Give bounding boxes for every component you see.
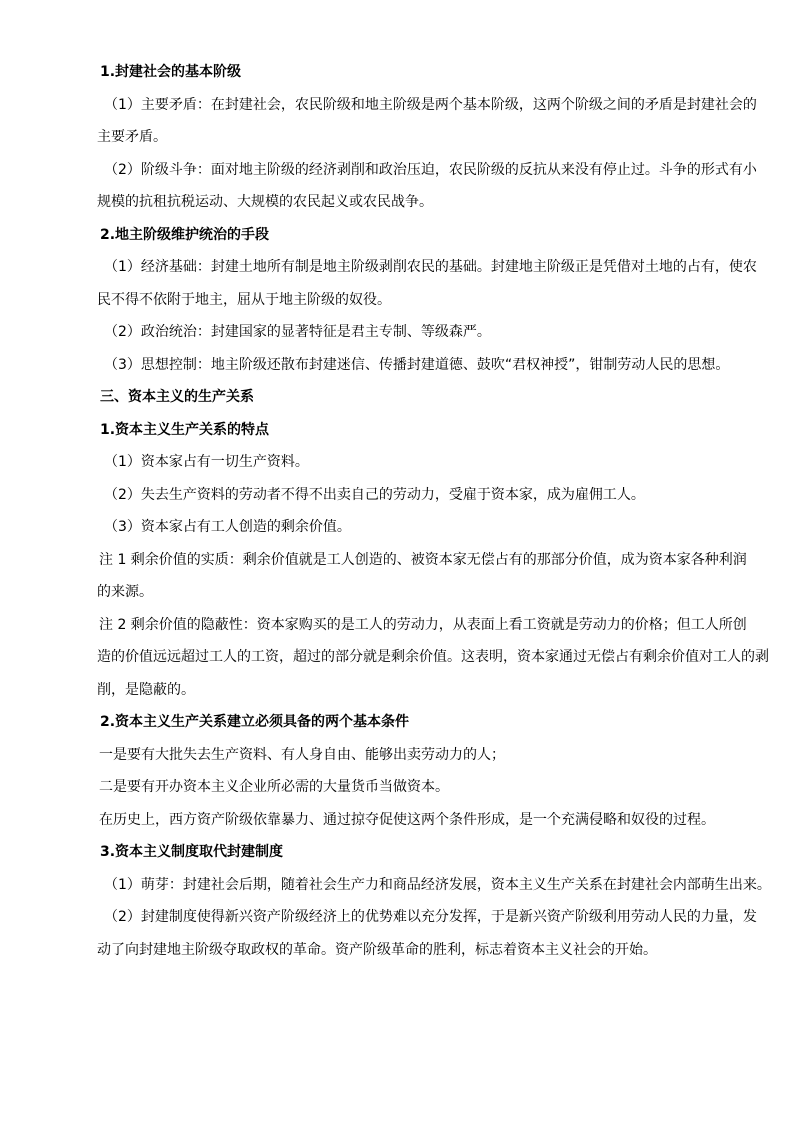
paragraph-line: （1）资本家占有一切生产资料。 xyxy=(104,454,309,470)
paragraph-line: （3）资本家占有工人创造的剩余价值。 xyxy=(104,519,351,535)
paragraph-line: 造的价值远远超过工人的工资，超过的部分就是剩余价值。这表明，资本家通过无偿占有剩余价值对工人的剥 xyxy=(97,649,769,665)
paragraph-line: 注 2 剩余价值的隐蔽性：资本家购买的是工人的劳动力，从表面上看工资就是劳动力的价格；但工人所创 xyxy=(99,616,747,633)
paragraph-line: （2）政治统治：封建国家的显著特征是君主专制、等级森严。 xyxy=(104,324,491,340)
paragraph-line: （2）封建制度使得新兴资产阶级经济上的优势难以充分发挥，于是新兴资产阶级利用劳动人民的力量，发 xyxy=(104,909,757,925)
paragraph-line: 规模的抗租抗税运动、大规模的农民起义或农民战争。 xyxy=(97,194,433,210)
paragraph-line: 动了向封建地主阶级夺取政权的革命。资产阶级革命的胜利，标志着资本主义社会的开始。 xyxy=(97,941,657,958)
paragraph-line: （3）思想控制：地主阶级还散布封建迷信、传播封建道德、鼓吹“君权神授”，钳制劳动人民的思想。 xyxy=(104,356,730,373)
section-heading: 3.资本主义制度取代封建制度 xyxy=(100,844,284,860)
paragraph-line: 主要矛盾。 xyxy=(97,129,167,145)
paragraph-line: 民不得不依附于地主，屈从于地主阶级的奴役。 xyxy=(97,291,391,308)
paragraph-line: （2）失去生产资料的劳动者不得不出卖自己的劳动力，受雇于资本家，成为雇佣工人。 xyxy=(104,486,645,503)
paragraph-line: 削，是隐蔽的。 xyxy=(97,681,195,698)
paragraph-line: 注 1 剩余价值的实质：剩余价值就是工人创造的、被资本家无偿占有的那部分价值，成为资本家各种利润 xyxy=(99,551,747,568)
section-heading: 2.资本主义生产关系建立必须具备的两个基本条件 xyxy=(100,714,410,730)
paragraph-line: 在历史上，西方资产阶级依靠暴力、通过掠夺促使这两个条件形成，是一个充满侵略和奴役的过程。 xyxy=(99,811,715,828)
section-heading: 1.资本主义生产关系的特点 xyxy=(100,421,270,438)
section-heading: 三、资本主义的生产关系 xyxy=(100,389,254,405)
paragraph-line: （1）主要矛盾：在封建社会，农民阶级和地主阶级是两个基本阶级，这两个阶级之间的矛盾是封建社会的 xyxy=(104,96,757,113)
section-heading: 1.封建社会的基本阶级 xyxy=(100,64,242,80)
paragraph-line: 一是要有大批失去生产资料、有人身自由、能够出卖劳动力的人； xyxy=(99,746,505,763)
paragraph-line: 的来源。 xyxy=(97,584,153,600)
document-body xyxy=(97,56,771,966)
section-heading: 2.地主阶级维护统治的手段 xyxy=(100,226,270,243)
paragraph-line: （2）阶级斗争：面对地主阶级的经济剥削和政治压迫，农民阶级的反抗从来没有停止过。斗争的形式有小 xyxy=(104,161,757,178)
paragraph-line: （1）萌芽：封建社会后期，随着社会生产力和商品经济发展，资本主义生产关系在封建社会内部萌生出来。 xyxy=(104,876,771,893)
paragraph-line: 二是要有开办资本主义企业所必需的大量货币当做资本。 xyxy=(99,779,449,795)
paragraph-line: （1）经济基础：封建土地所有制是地主阶级剥削农民的基础。封建地主阶级正是凭借对土地的占有，使农 xyxy=(104,259,757,275)
